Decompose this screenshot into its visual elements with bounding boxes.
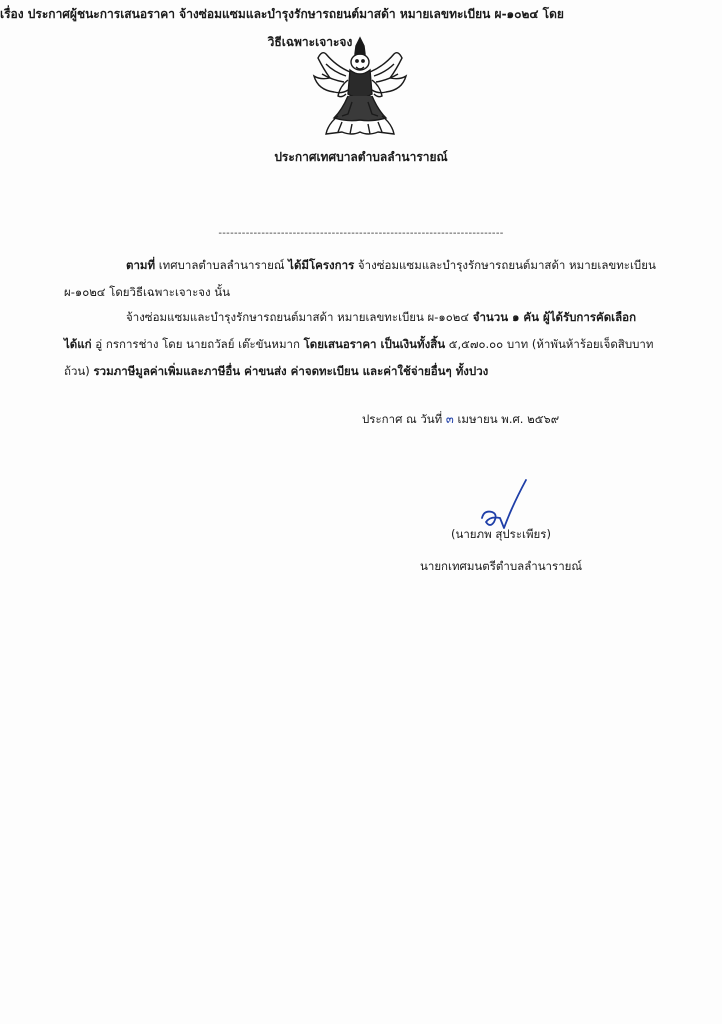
subject-main: จ้างซ่อมแซมและบำรุงรักษารถยนต์มาสด้า หมายเลขทะเบียน ผ-๑๐๒๔ โดย bbox=[174, 7, 564, 21]
p1-lead: ตามที่ bbox=[126, 258, 156, 272]
announce-year: พ.ศ. ๒๕๖๙ bbox=[497, 412, 560, 426]
paragraph-2 bbox=[64, 304, 664, 385]
subject-line-2: วิธีเฉพาะเจาะจง bbox=[267, 35, 353, 49]
p2-tax: รวมภาษีมูลค่าเพิ่มและภาษีอื่น ค่าขนส่ง ค่าจดทะเบียน และค่าใช้จ่ายอื่นๆ ทั้งปวง bbox=[93, 364, 489, 378]
announce-date bbox=[362, 411, 559, 429]
p2-amount: ๕,๕๗๐.๐๐ บาท (ห้าพันห้าร้อยเจ็ดสิบบาทถ้วน) bbox=[64, 337, 654, 378]
paragraph-1 bbox=[64, 252, 664, 306]
announce-day: ๓ bbox=[445, 412, 454, 426]
p2-winner-label: ผู้ได้รับการคัดเลือก ได้แก่ bbox=[64, 310, 637, 351]
p2-start: จ้างซ่อมแซมและบำรุงรักษารถยนต์มาสด้า หมายเลขทะเบียน ผ-๑๐๒๔ bbox=[126, 310, 473, 324]
p2-offer-label: โดยเสนอราคา bbox=[303, 337, 377, 351]
garuda-emblem-icon bbox=[308, 36, 412, 140]
divider: ------------------------------------------------------------------------- bbox=[218, 228, 504, 239]
p1-project-label: ได้มีโครงการ bbox=[288, 258, 355, 272]
p2-total-label: เป็นเงินทั้งสิ้น bbox=[376, 337, 446, 351]
p1-rest: จ้างซ่อมแซมและบำรุงรักษารถยนต์มาสด้า หมายเลขทะเบียน ผ-๑๐๒๔ โดยวิธีเฉพาะเจาะจง นั้น bbox=[64, 258, 656, 299]
p1-org: เทศบาลตำบลลำนารายณ์ bbox=[155, 258, 289, 272]
announce-prefix: ประกาศ ณ วันที่ bbox=[362, 412, 446, 426]
page-title: ประกาศเทศบาลตำบลลำนารายณ์ bbox=[274, 150, 448, 164]
subject-label: เรื่อง ประกาศผู้ชนะการเสนอราคา bbox=[0, 7, 175, 21]
p2-winner: อู่ กรการช่าง โดย นายถวัลย์ เต๊ะขันหมาก bbox=[91, 337, 304, 351]
signer-name: (นายภพ สุประเพียร) bbox=[451, 527, 551, 541]
p2-qty: จำนวน ๑ คัน bbox=[472, 310, 539, 324]
announce-month: เมษายน bbox=[453, 412, 498, 426]
signer-position: นายกเทศมนตรีตำบลลำนารายณ์ bbox=[420, 559, 583, 573]
handwritten-signature-icon bbox=[470, 474, 540, 534]
